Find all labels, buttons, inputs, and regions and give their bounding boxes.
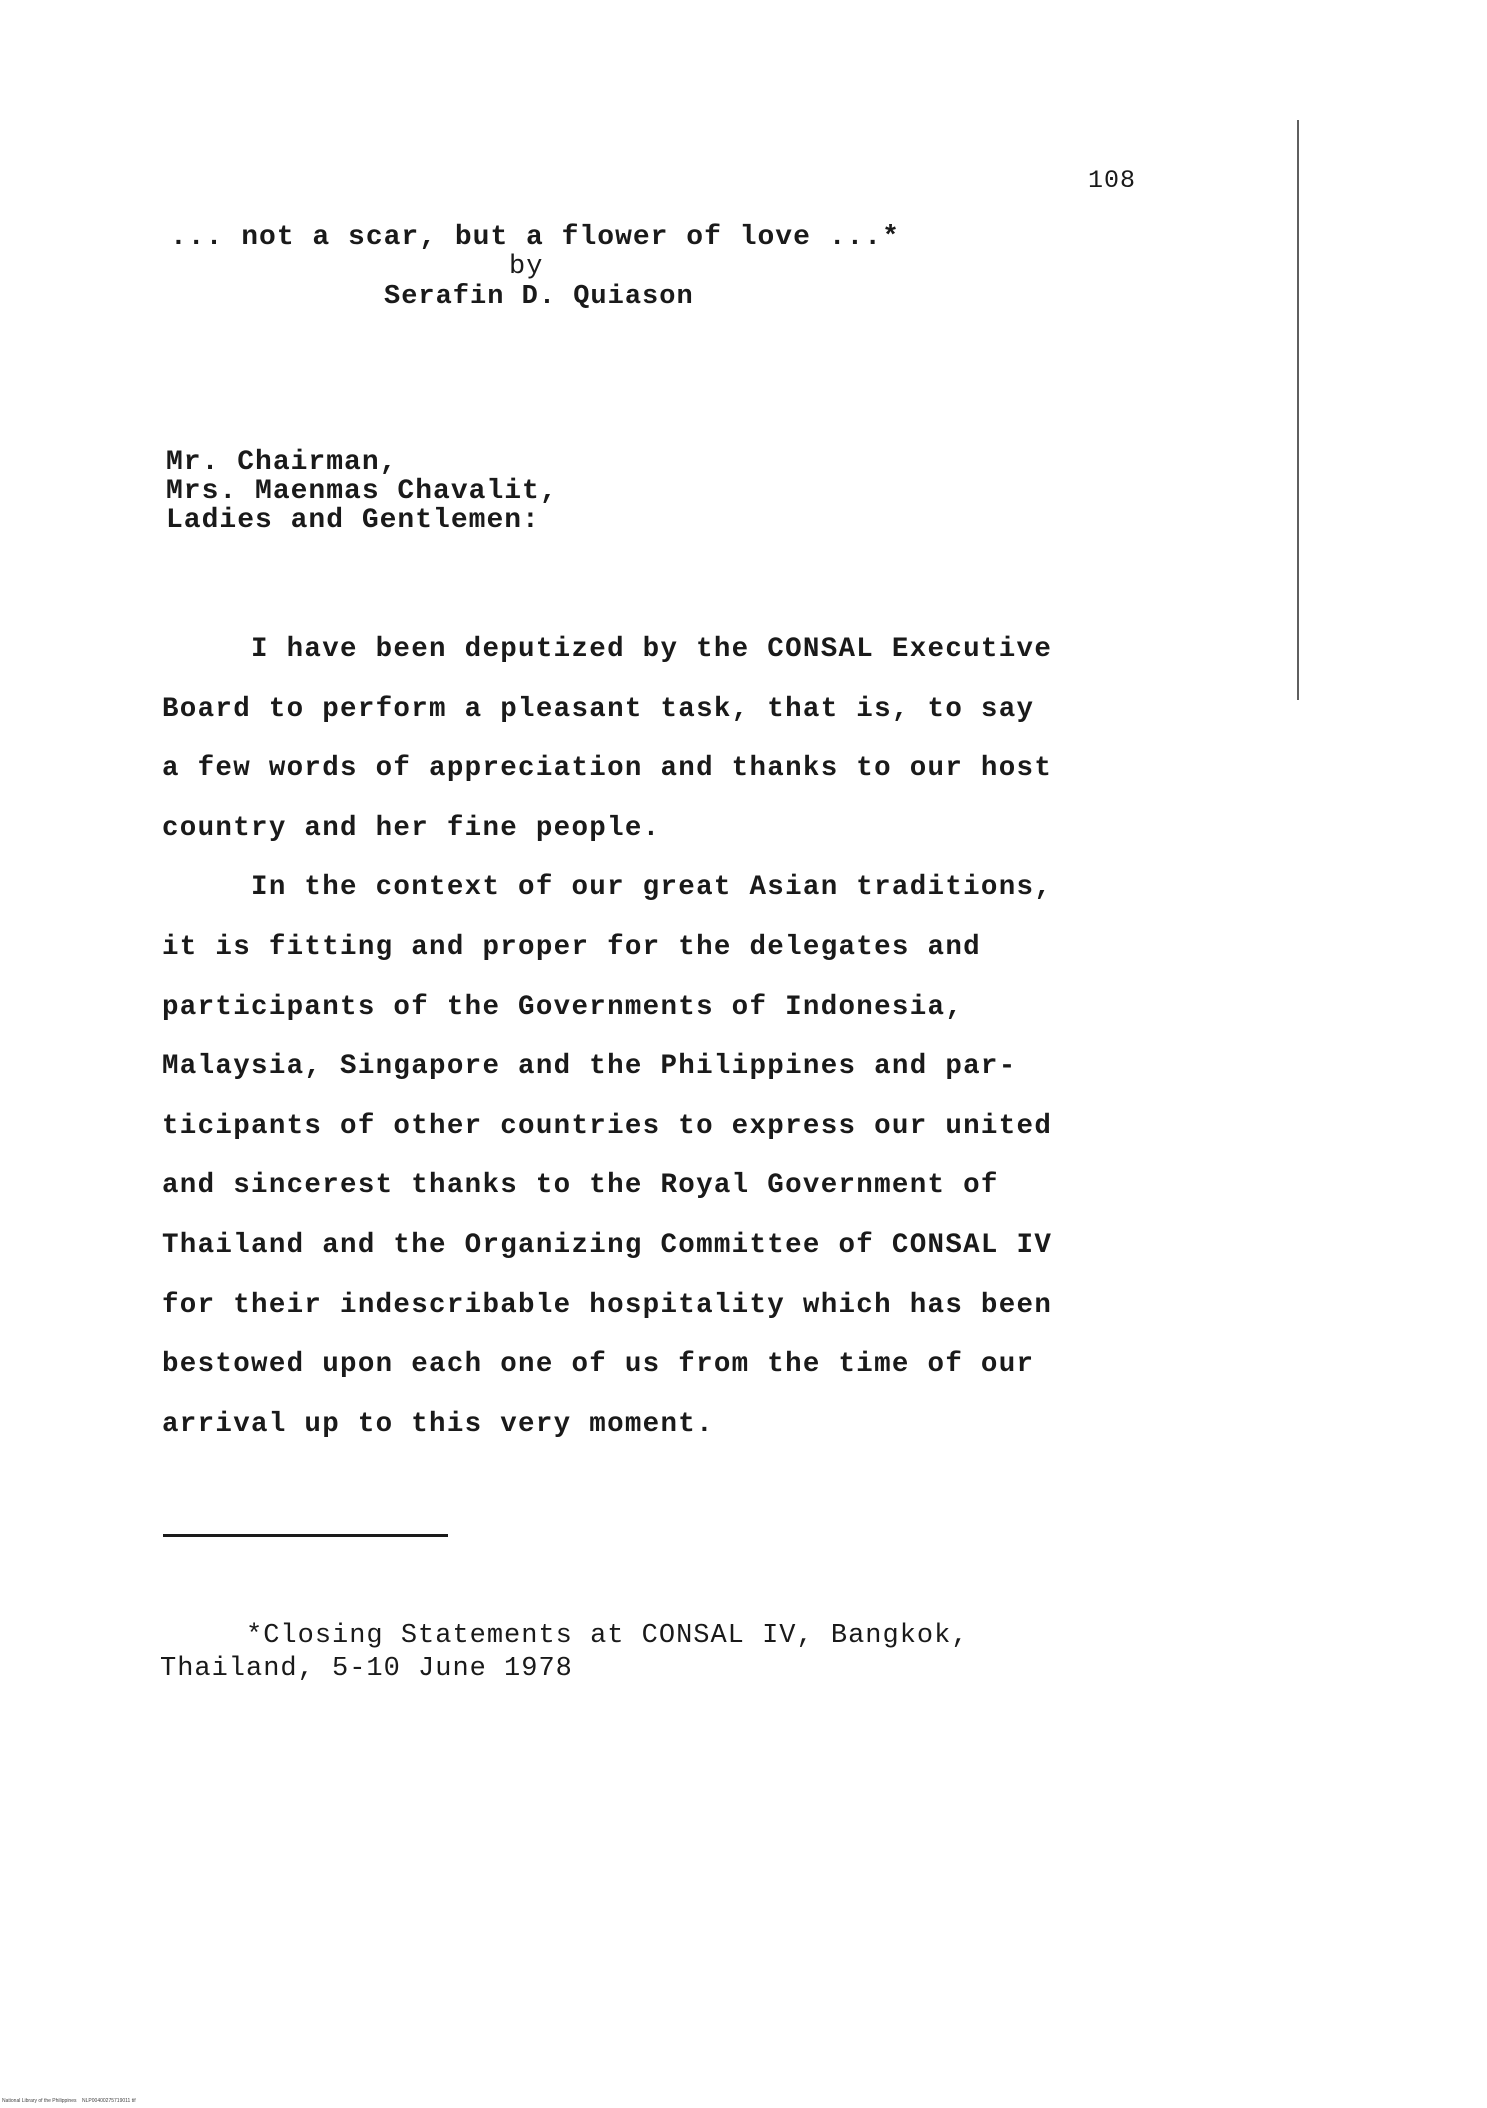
body-line: arrival up to this very moment.	[162, 1408, 714, 1440]
footnote-divider	[163, 1534, 448, 1537]
body-line: Malaysia, Singapore and the Philippines and par-	[162, 1051, 1017, 1083]
byline-by: by	[509, 252, 544, 282]
salutation-line: Mr. Chairman,	[166, 447, 398, 478]
margin-rule	[1297, 120, 1299, 700]
body-line: it is fitting and proper for the delegates and	[162, 931, 981, 963]
body-line: Board to perform a pleasant task, that is, to say	[162, 693, 1035, 725]
body-text	[162, 620, 1162, 1454]
footnote-line: Thailand, 5-10 June 1978	[160, 1654, 573, 1684]
salutation-line: Ladies and Gentlemen:	[166, 505, 540, 536]
archive-footer: National Library of the Philippines NLP00400275719011 tif	[2, 2098, 136, 2104]
footnote	[160, 1620, 969, 1686]
salutation	[166, 448, 558, 535]
body-line: a few words of appreciation and thanks to our host	[162, 753, 1053, 785]
page-number: 108	[1088, 166, 1137, 195]
document-title: ... not a scar, but a flower of love ...*	[170, 222, 900, 253]
body-line: I have been deputized by the CONSAL Executive	[162, 634, 1053, 665]
body-line: In the context of our great Asian traditions,	[162, 872, 1053, 904]
salutation-line: Mrs. Maenmas Chavalit,	[166, 476, 558, 507]
body-line: and sincerest thanks to the Royal Government of	[162, 1170, 999, 1202]
author-name: Serafin D. Quiason	[384, 282, 694, 312]
body-line: ticipants of other countries to express our united	[162, 1110, 1053, 1142]
footnote-line: *Closing Statements at CONSAL IV, Bangkok,	[160, 1621, 969, 1651]
body-line: country and her fine people.	[162, 812, 661, 844]
body-line: participants of the Governments of Indonesia,	[162, 991, 964, 1023]
body-line: for their indescribable hospitality which has been	[162, 1289, 1053, 1321]
body-line: bestowed upon each one of us from the time of our	[162, 1349, 1035, 1381]
body-line: Thailand and the Organizing Committee of CONSAL IV	[162, 1229, 1053, 1261]
